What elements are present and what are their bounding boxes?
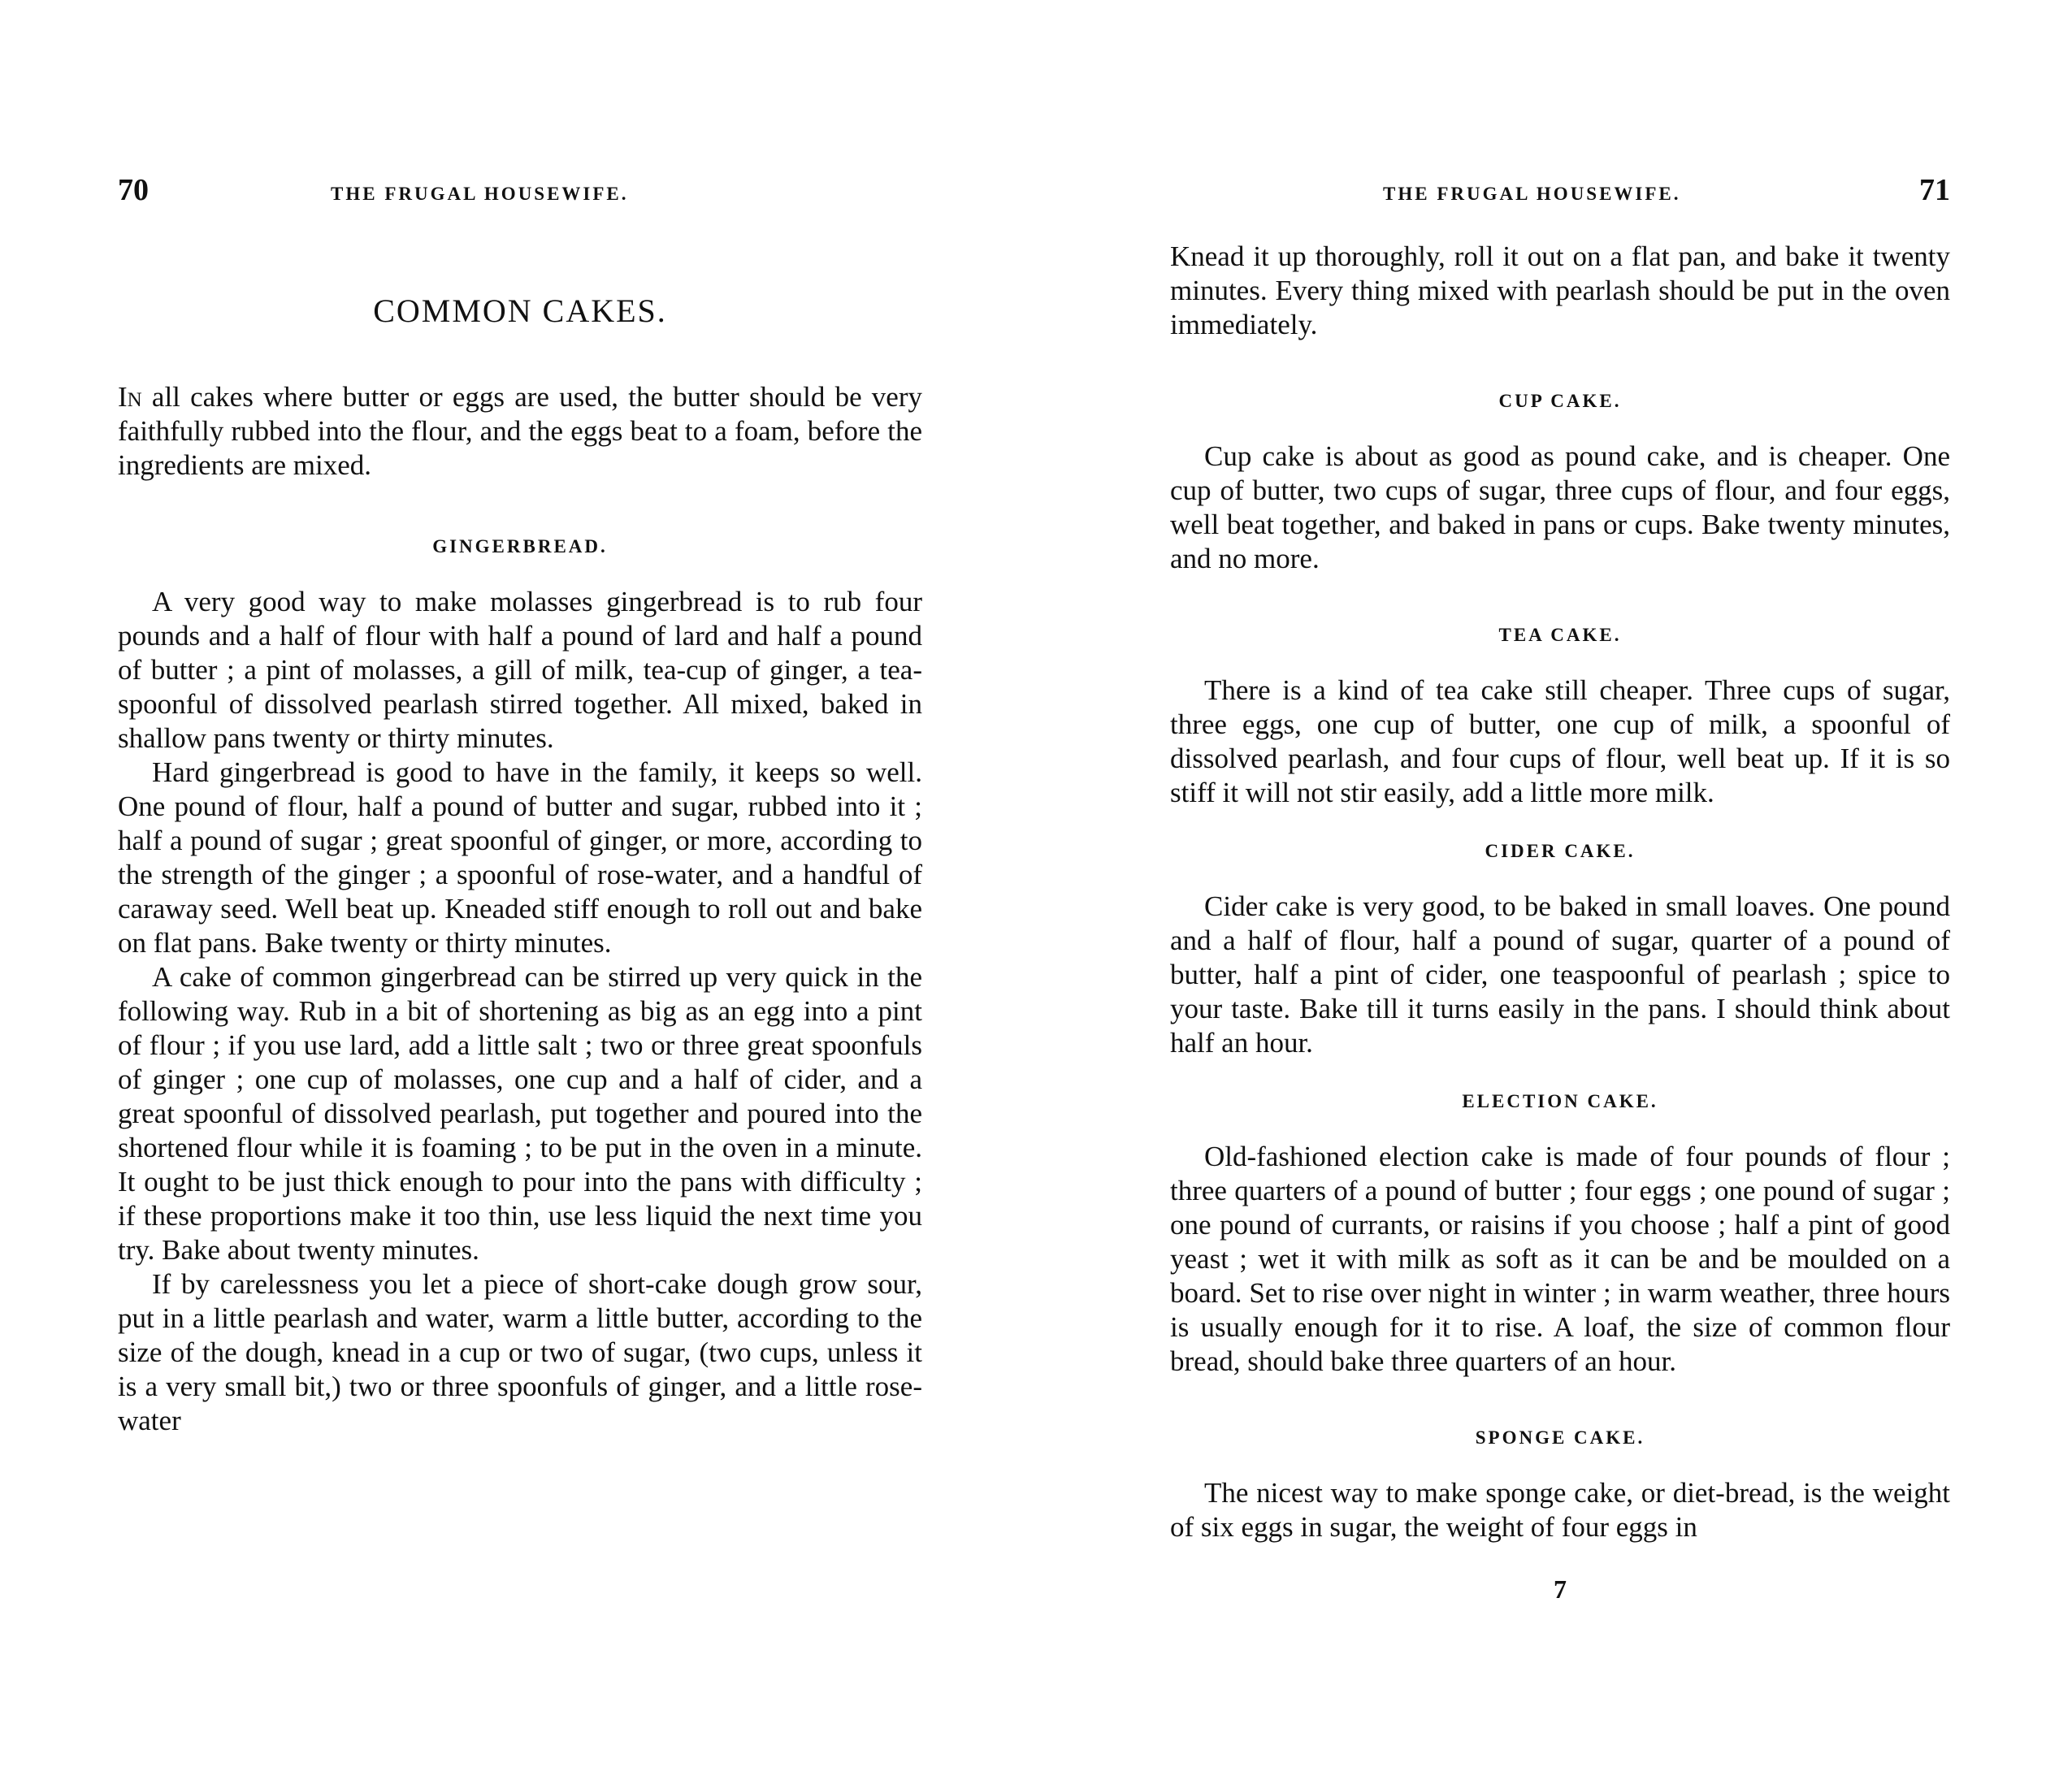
right-running-title: THE FRUGAL HOUSEWIFE. bbox=[1383, 184, 1681, 204]
election-cake-heading: ELECTION CAKE. bbox=[1462, 1091, 1658, 1111]
gingerbread-paragraph-3: A cake of common gingerbread can be stirred up very quick in the following way. Rub in a bit of shortening as big as an egg into a pint of flour ; if you use lard, add a little salt ; two or three great spoonfuls of ginger ; one cup of molasses, one cup and a half of cider, and a great spoonful of dissolved pearlash, put together and poured into the shortened flour while it is foaming ; to be put in the oven in a minute. It ought to be just thick enough to pour into the pans with difficulty ; if these proportions make it too thin, use less liquid the next time you try. Bake about twenty minutes. bbox=[118, 961, 922, 1266]
cider-cake-heading: CIDER CAKE. bbox=[1485, 841, 1636, 861]
gingerbread-paragraph-1: A very good way to make molasses gingerbread is to rub four pounds and a half of flour with half a pound of lard and half a pound of butter ; a pint of molasses, a gill of milk, tea-cup of ginger, a tea-spoonful of dissolved pearlash stirred together. All mixed, baked in shallow pans twenty or thirty minutes. bbox=[118, 586, 922, 754]
left-running-head bbox=[118, 173, 922, 210]
intro-paragraph bbox=[118, 380, 922, 483]
left-page-number: 70 bbox=[118, 173, 149, 207]
tea-cake-paragraph: There is a kind of tea cake still cheaper. Three cups of sugar, three eggs, one cup of butter, one cup of milk, a spoonful of dissolved pearlash, and four cups of flour, well beat up. If it is so stiff it will not stir easily, add a little more milk. bbox=[1170, 674, 1950, 808]
intro-first-word: In bbox=[118, 381, 142, 413]
left-running-title: THE FRUGAL HOUSEWIFE. bbox=[331, 184, 629, 204]
sponge-cake-heading: SPONGE CAKE. bbox=[1475, 1427, 1645, 1448]
left-body bbox=[118, 294, 922, 1438]
chapter-title: COMMON CAKES. bbox=[373, 292, 667, 329]
sponge-cake-paragraph: The nicest way to make sponge cake, or diet-bread, is the weight of six eggs in sugar, the weight of four eggs in bbox=[1170, 1477, 1950, 1543]
cup-cake-heading: CUP CAKE. bbox=[1498, 391, 1622, 411]
cider-cake-paragraph: Cider cake is very good, to be baked in small loaves. One pound and a half of flour, half a pound of sugar, quarter of a pound of butter, half a pint of cider, one teaspoonful of pearlash ; spice to your taste. Bake till it turns easily in the pans. I should think about half an hour. bbox=[1170, 890, 1950, 1059]
right-running-head bbox=[1170, 173, 1950, 210]
cup-cake-paragraph: Cup cake is about as good as pound cake, and is cheaper. One cup of butter, two cups of sugar, three cups of flour, and four eggs, well beat together, and baked in pans or cups. Bake twenty minutes, and no more. bbox=[1170, 440, 1950, 574]
right-body bbox=[1170, 240, 1950, 1544]
gingerbread-paragraph-4: If by carelessness you let a piece of short-cake dough grow sour, put in a little pearlash and water, warm a little butter, according to the size of the dough, knead in a cup or two of sugar, (two cups, unless it is a very small bit,) two or three spoonfuls of ginger, and a little rose-water bbox=[118, 1268, 922, 1436]
tea-cake-heading: TEA CAKE. bbox=[1498, 625, 1622, 645]
left-page bbox=[118, 0, 922, 1767]
right-page bbox=[1170, 0, 1950, 1767]
election-cake-paragraph: Old-fashioned election cake is made of four pounds of flour ; three quarters of a pound of butter ; four eggs ; one pound of sugar ; one pound of currants, or raisins if you choose ; half a pint of good yeast ; wet it with milk as soft as it can be and be moulded on a board. Set to rise over night in winter ; in warm weather, three hours is usually enough for it to rise. A loaf, the size of common flour bread, should bake three quarters of an hour. bbox=[1170, 1141, 1950, 1377]
gingerbread-paragraph-2: Hard gingerbread is good to have in the family, it keeps so well. One pound of flour, half a pound of butter and sugar, rubbed into it ; half a pound of sugar ; great spoonful of ginger, or more, according to the strength of the ginger ; a spoonful of rose-water, and a handful of caraway seed. Well beat up. Kneaded stiff enough to roll out and bake on flat pans. Bake twenty or thirty minutes. bbox=[118, 756, 922, 959]
intro-text: all cakes where butter or eggs are used, the butter should be very faithfully rubbed into the flour, and the eggs beat to a foam, before the ingredients are mixed. bbox=[118, 381, 922, 481]
signature-mark: 7 bbox=[1554, 1574, 1567, 1604]
gingerbread-heading: GINGERBREAD. bbox=[432, 536, 608, 557]
continuation-paragraph: Knead it up thoroughly, roll it out on a flat pan, and bake it twenty minutes. Every thing mixed with pearlash should be put in the oven immediately. bbox=[1170, 240, 1950, 340]
right-page-number: 71 bbox=[1919, 173, 1950, 207]
